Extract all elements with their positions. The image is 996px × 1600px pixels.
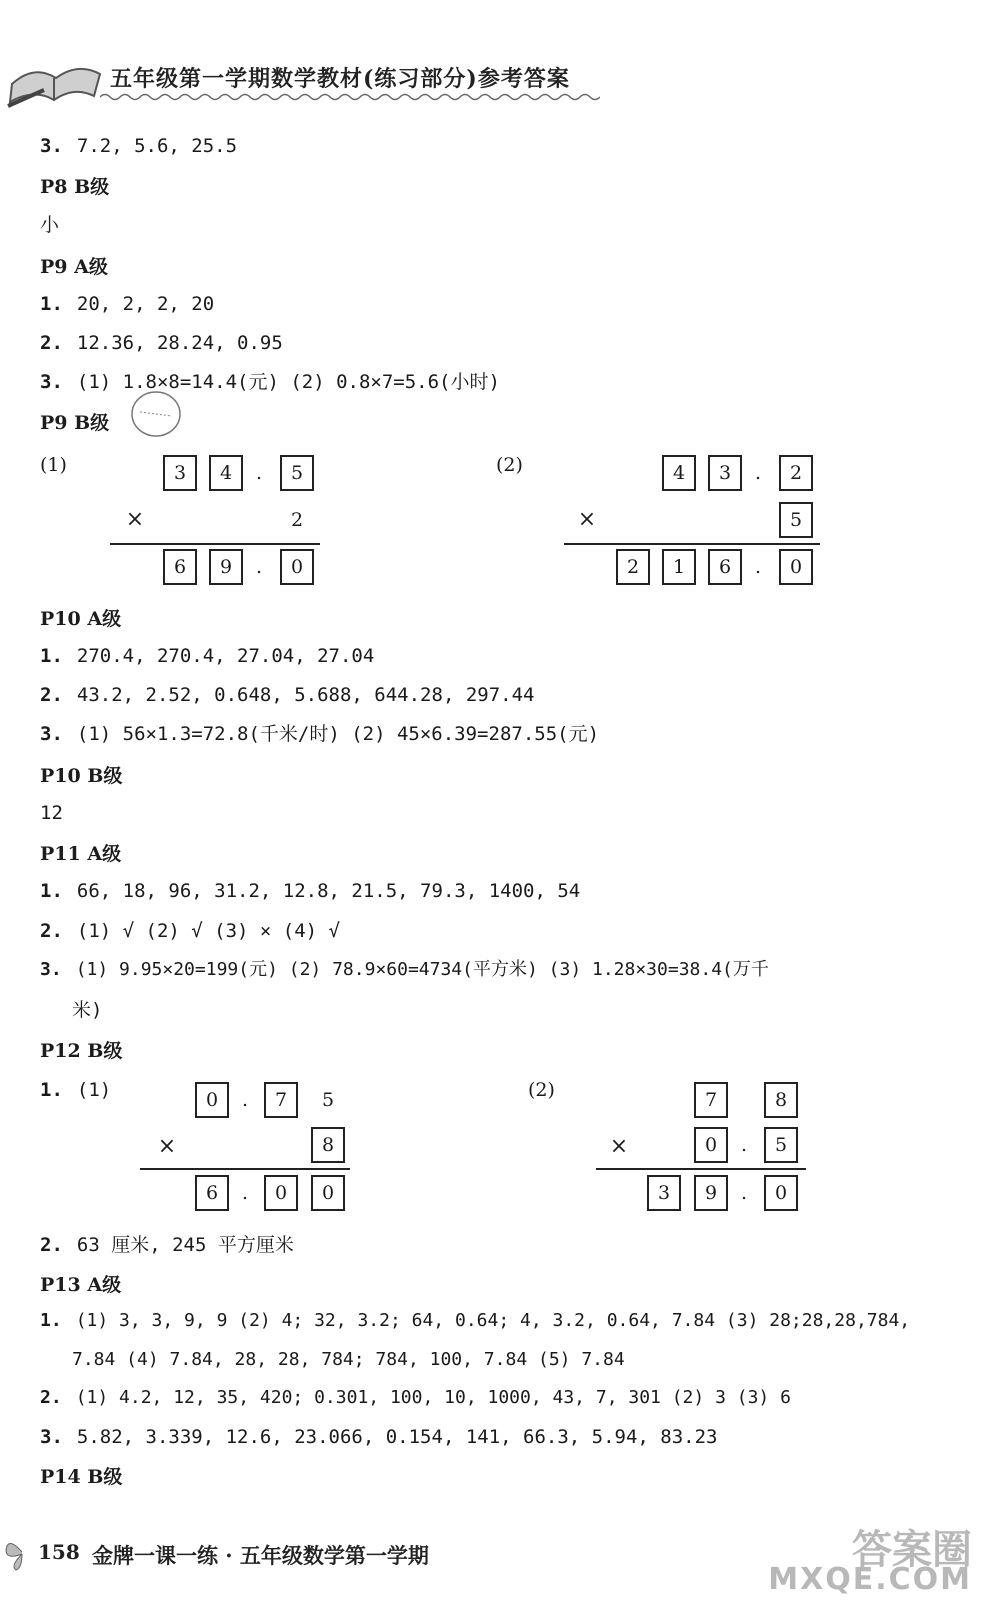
digit-box: 3 xyxy=(163,455,197,491)
digit-box: 0 xyxy=(195,1082,229,1118)
digit-box: 2 xyxy=(616,549,650,585)
result-rule xyxy=(140,1168,350,1170)
answer-line: 1. 66, 18, 96, 31.2, 12.8, 21.5, 79.3, 1400, 54 xyxy=(40,880,581,902)
digit-text: 5 xyxy=(321,1089,335,1111)
section-label: P9 A级 xyxy=(40,256,108,278)
digit-box: 8 xyxy=(764,1082,798,1118)
digit-box: 5 xyxy=(280,455,314,491)
digit-box: 9 xyxy=(694,1175,728,1211)
digit-box: 0 xyxy=(779,549,813,585)
answer-line: 小 xyxy=(40,214,60,236)
question-label: (1) xyxy=(40,454,67,476)
multiply-sign: × xyxy=(609,1134,629,1159)
section-label: P13 A级 xyxy=(40,1274,122,1296)
result-rule xyxy=(596,1168,806,1170)
digit-box: 6 xyxy=(163,549,197,585)
decimal-point: . xyxy=(754,462,762,484)
answer-line: 3. (1) 56×1.3=72.8(千米/时) (2) 45×6.39=287.55(元) xyxy=(40,723,600,745)
answer-line: 1. 20, 2, 2, 20 xyxy=(40,293,215,315)
multiply-sign: × xyxy=(577,507,597,532)
decimal-point: . xyxy=(255,556,263,578)
answer-line: 2. 43.2, 2.52, 0.648, 5.688, 644.28, 297.44 xyxy=(40,684,535,706)
answer-line: 1. (1) 3, 3, 9, 9 (2) 4; 32, 3.2; 64, 0.64; 4, 3.2, 0.64, 7.84 (3) 28;28,28,784, xyxy=(40,1310,911,1331)
decimal-point: . xyxy=(255,462,263,484)
digit-box: 5 xyxy=(764,1127,798,1163)
decimal-point: . xyxy=(740,1182,748,1204)
section-label: P11 A级 xyxy=(40,843,122,865)
answer-line: 3. 7.2, 5.6, 25.5 xyxy=(40,135,238,157)
stamp-icon xyxy=(128,388,184,440)
digit-box: 0 xyxy=(264,1175,298,1211)
result-rule xyxy=(110,543,320,545)
answer-line-cont: 7.84 (4) 7.84, 28, 28, 784; 784, 100, 7.84 (5) 7.84 xyxy=(72,1349,625,1370)
answer-line: 2. (1) √ (2) √ (3) × (4) √ xyxy=(40,920,340,942)
decimal-point: . xyxy=(241,1182,249,1204)
digit-box: 3 xyxy=(708,455,742,491)
multiply-sign: × xyxy=(125,507,145,532)
section-label: P14 B级 xyxy=(40,1466,123,1488)
butterfly-icon xyxy=(2,1532,42,1572)
digit-box: 5 xyxy=(779,502,813,538)
section-label: P8 B级 xyxy=(40,176,110,198)
page-number: 158 xyxy=(38,1540,80,1564)
question-label: (2) xyxy=(528,1079,555,1101)
digit-box: 6 xyxy=(195,1175,229,1211)
header-wavy-rule xyxy=(100,92,600,102)
watermark-logo: 答案圈 xyxy=(852,1527,972,1573)
result-rule xyxy=(564,543,820,545)
answer-line: 3. (1) 9.95×20=199(元) (2) 78.9×60=4734(平方米) (3) 1.28×30=38.4(万千 xyxy=(40,959,769,980)
answer-line: 2. (1) 4.2, 12, 35, 420; 0.301, 100, 10, 1000, 43, 7, 301 (2) 3 (3) 6 xyxy=(40,1387,791,1408)
section-label: P9 B级 xyxy=(40,412,110,434)
digit-box: 7 xyxy=(264,1082,298,1118)
answer-line: 1. 270.4, 270.4, 27.04, 27.04 xyxy=(40,645,375,667)
decimal-point: . xyxy=(241,1089,249,1111)
decimal-point: . xyxy=(754,556,762,578)
multiplier-digit: 2 xyxy=(290,509,304,531)
answer-line-cont: 米) xyxy=(72,999,103,1021)
question-label: 1. (1) xyxy=(40,1079,112,1101)
section-label: P10 A级 xyxy=(40,608,122,630)
digit-box: 4 xyxy=(662,455,696,491)
digit-box: 9 xyxy=(209,549,243,585)
section-label: P12 B级 xyxy=(40,1040,123,1062)
digit-box: 7 xyxy=(694,1082,728,1118)
digit-box: 3 xyxy=(647,1175,681,1211)
watermark-url: MXQE.COM xyxy=(768,1562,972,1597)
digit-box: 0 xyxy=(764,1175,798,1211)
page-header-title: 五年级第一学期数学教材(练习部分)参考答案 xyxy=(110,66,570,92)
digit-box: 1 xyxy=(662,549,696,585)
decimal-point: . xyxy=(740,1134,748,1156)
answer-line: 2. 12.36, 28.24, 0.95 xyxy=(40,332,283,354)
answer-line: 2. 63 厘米, 245 平方厘米 xyxy=(40,1234,294,1256)
section-label: P10 B级 xyxy=(40,765,123,787)
answer-line: 12 xyxy=(40,802,63,824)
digit-box: 0 xyxy=(280,549,314,585)
digit-box: 8 xyxy=(311,1127,345,1163)
digit-box: 2 xyxy=(779,455,813,491)
digit-box: 6 xyxy=(708,549,742,585)
multiply-sign: × xyxy=(157,1134,177,1159)
digit-box: 4 xyxy=(209,455,243,491)
question-label: (2) xyxy=(496,454,523,476)
footer-title: 金牌一课一练 · 五年级数学第一学期 xyxy=(92,1543,429,1568)
digit-box: 0 xyxy=(311,1175,345,1211)
answer-line: 3. (1) 1.8×8=14.4(元) (2) 0.8×7=5.6(小时) xyxy=(40,371,500,393)
answer-line: 3. 5.82, 3.339, 12.6, 23.066, 0.154, 141, 66.3, 5.94, 83.23 xyxy=(40,1426,718,1448)
book-icon xyxy=(4,44,104,110)
digit-box: 0 xyxy=(694,1127,728,1163)
